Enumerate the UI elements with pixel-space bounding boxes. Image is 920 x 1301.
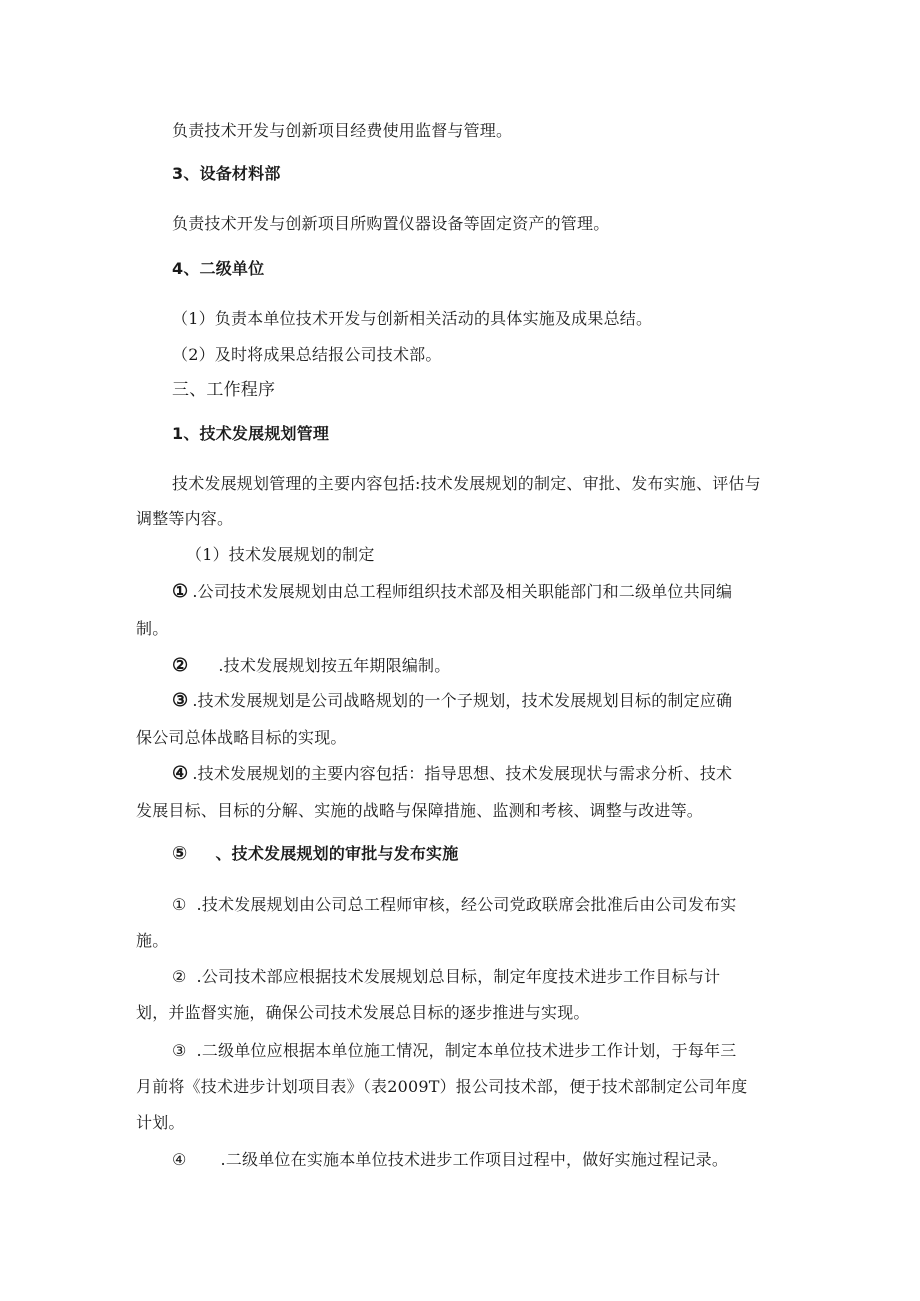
- item-number: ①: [172, 895, 187, 914]
- list-item: [172, 894, 736, 916]
- paragraph: 负责技术开发与创新项目经费使用监督与管理。: [172, 121, 513, 140]
- list-item: [172, 1149, 728, 1171]
- item-number: ①: [172, 581, 189, 602]
- list-item: [172, 1040, 736, 1062]
- paragraph-line: 技术发展规划管理的主要内容包括:技术发展规划的制定、审批、发布实施、评估与: [172, 474, 761, 493]
- section-heading: 三、工作程序: [172, 380, 276, 400]
- list-item: （2）及时将成果总结报公司技术部。: [172, 345, 442, 364]
- item-text: .二级单位在实施本单位技术进步工作项目过程中，做好实施过程记录。: [220, 1150, 729, 1169]
- list-item: [172, 763, 732, 785]
- item-text: .公司技术发展规划由总工程师组织技术部及相关职能部门和二级单位共同编: [192, 582, 733, 601]
- item-number: ③: [172, 690, 189, 711]
- paragraph-line: 划，并监督实施，确保公司技术发展总目标的逐步推进与实现。: [136, 1003, 590, 1022]
- paragraph-line: 发展目标、目标的分解、实施的战略与保障措施、监测和考核、调整与改进等。: [136, 801, 704, 820]
- list-item: （1）负责本单位技术开发与创新相关活动的具体实施及成果总结。: [172, 309, 653, 328]
- item-text: .技术发展规划按五年期限编制。: [218, 656, 451, 675]
- paragraph-line: 保公司总体战略目标的实现。: [136, 728, 347, 747]
- item-number: ④: [172, 763, 189, 784]
- heading-text: 、技术发展规划的审批与发布实施: [215, 844, 459, 863]
- item-text: .技术发展规划的主要内容包括：指导思想、技术发展现状与需求分析、技术: [192, 764, 733, 783]
- item-number: ②: [172, 967, 187, 986]
- paragraph-line: 月前将《技术进步计划项目表》（表2009T）报公司技术部，便于技术部制定公司年度: [136, 1077, 748, 1096]
- paragraph: 负责技术开发与创新项目所购置仪器设备等固定资产的管理。: [172, 214, 610, 233]
- paragraph-line: 制。: [136, 619, 169, 638]
- item-number: ④: [172, 1150, 187, 1169]
- item-number: ③: [172, 1041, 187, 1060]
- paragraph-line: 计划。: [136, 1113, 185, 1132]
- list-item: [172, 581, 732, 603]
- heading-approval: [172, 843, 458, 865]
- heading-tech-planning: 1、技术发展规划管理: [172, 424, 330, 443]
- subheading: （1）技术发展规划的制定: [186, 545, 375, 564]
- item-number: ②: [172, 655, 189, 676]
- paragraph-line: 施。: [136, 931, 169, 950]
- list-item: [172, 966, 720, 988]
- item-number: ⑤: [172, 843, 188, 864]
- item-text: .技术发展规划是公司战略规划的一个子规划，技术发展规划目标的制定应确: [192, 691, 733, 710]
- list-item: [172, 690, 732, 712]
- item-text: .技术发展规划由公司总工程师审核，经公司党政联席会批准后由公司发布实: [196, 895, 737, 914]
- item-text: .二级单位应根据本单位施工情况，制定本单位技术进步工作计划，于每年三: [196, 1041, 737, 1060]
- heading-secondary-units: 4、二级单位: [172, 259, 265, 278]
- item-text: .公司技术部应根据技术发展规划总目标，制定年度技术进步工作目标与计: [196, 967, 721, 986]
- heading-equipment-dept: 3、设备材料部: [172, 164, 281, 183]
- list-item: [172, 655, 450, 677]
- paragraph-line: 调整等内容。: [136, 509, 234, 528]
